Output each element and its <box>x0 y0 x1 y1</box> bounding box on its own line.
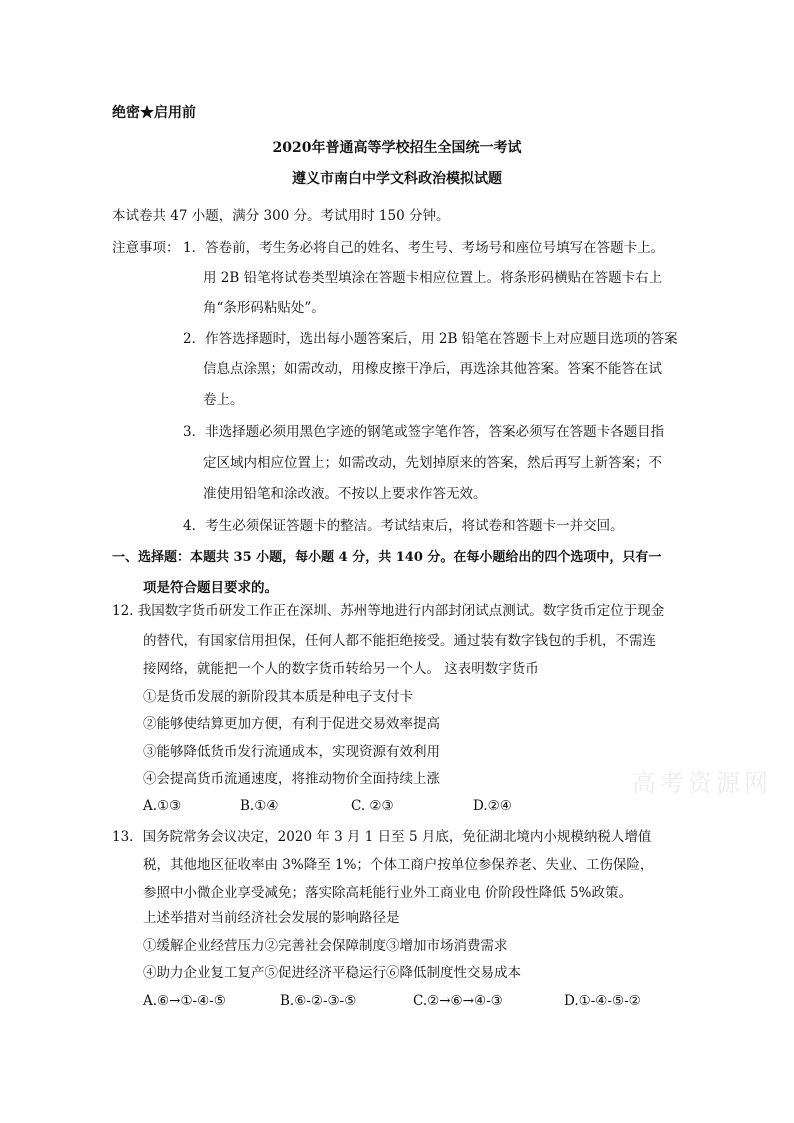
note-1-line-3: 角“条形码粘贴处”。 <box>203 300 325 316</box>
q12-stem-line-3: 接网络，就能把一个人的数字货币转给另一个人。 这表明数字货币 <box>143 661 539 677</box>
note-3-line-1: 3．非选择题必须用黑色字迹的钢笔或签字笔作答，答案必须写在答题卡各题目指 <box>183 424 665 440</box>
exam-intro: 本试卷共 47 小题，满分 300 分。考试用时 150 分钟。 <box>112 208 450 224</box>
page-subtitle: 遵义市南白中学文科政治模拟试题 <box>292 171 502 187</box>
notes-label: 注意事项： <box>112 240 180 256</box>
q13-item-2: ④助力企业复工复产⑤促进经济平稳运行⑥降低制度性交易成本 <box>143 965 521 981</box>
q13-option-d: D.①-④-⑤-② <box>564 993 641 1009</box>
q13-stem-line-2: 税，其他地区征收率由 3%降至 1%；个体工商户按单位参保养老、失业、工伤保险， <box>143 857 654 873</box>
q13-stem-line-4: 上述举措对当前经济社会发展的影响路径是 <box>143 910 400 926</box>
q12-item-3: ③能够降低货币发行流通成本，实现资源有效利用 <box>143 744 440 760</box>
q12-item-2: ②能够使结算更加方便，有利于促进交易效率提高 <box>143 716 440 732</box>
page-title: 2020年普通高等学校招生全国统一考试 <box>272 140 522 156</box>
q13-option-c: C.②→⑥→④-③ <box>413 993 503 1009</box>
q13-item-1: ①缓解企业经营压力②完善社会保障制度③增加市场消费需求 <box>143 938 508 954</box>
q12-item-1: ①是货币发展的新阶段其本质是种电子支付卡 <box>143 689 413 705</box>
section-1-line-2: 项是符合题目要求的。 <box>143 580 278 596</box>
q13-stem-line-3: 参照中小微企业享受减免；落实除高耗能行业外工商业电 价阶段性降低 5%政策。 <box>143 885 632 901</box>
note-2-line-2: 信息点涂黑；如需改动，用橡皮擦干净后，再选涂其他答案。答案不能答在试 <box>203 361 662 377</box>
note-1-line-2: 用 2B 铅笔将试卷类型填涂在答题卡相应位置上。将条形码横贴在答题卡右上 <box>203 270 663 286</box>
q12-option-a: A.①③ <box>143 798 182 814</box>
note-1-line-1: 1．答卷前，考生务必将自己的姓名、考生号、考场号和座位号填写在答题卡上。 <box>183 240 665 256</box>
q12-stem-line-1: 12. 我国数字货币研发工作正在深圳、苏州等地进行内部封闭试点测试。数字货币定位于现金 <box>112 603 665 619</box>
note-4-line-1: 4．考生必须保证答题卡的整洁。考试结束后，将试卷和答题卡一并交回。 <box>183 518 624 534</box>
q13-option-a: A.⑥→①-④-⑤ <box>143 993 226 1009</box>
note-2-line-1: 2．作答选择题时，选出每小题答案后，用 2B 铅笔在答题卡上对应题目选项的答案 <box>183 331 678 347</box>
section-1-line-1: 一、选择题：本题共 35 小题，每小题 4 分，共 140 分。在每小题给出的四个选项中，只有一 <box>112 550 662 565</box>
note-3-line-2: 定区域内相应位置上；如需改动，先划掉原来的答案，然后再写上新答案；不 <box>203 455 662 471</box>
q13-stem-line-1: 13．国务院常务会议决定，2020 年 3 月 1 日至 5 月底，免征湖北境内小规模纳税人增值 <box>112 829 652 845</box>
note-2-line-3: 卷上。 <box>203 392 244 408</box>
q12-option-d: D.②④ <box>473 798 512 814</box>
header-secret: 绝密★启用前 <box>112 105 196 121</box>
q12-option-c: C. ②③ <box>351 798 394 814</box>
q12-option-b: B.①④ <box>240 798 279 814</box>
note-3-line-3: 准使用铅笔和涂改液。不按以上要求作答无效。 <box>203 486 487 502</box>
q12-stem-line-2: 的替代，有国家信用担保，任何人都不能拒绝接受。通过装有数字钱包的手机，不需连 <box>143 633 656 649</box>
watermark: 高考资源网 <box>632 769 772 797</box>
q13-option-b: B.⑥-②-③-⑤ <box>280 993 357 1009</box>
q12-item-4: ④会提高货币流通速度，将推动物价全面持续上涨 <box>143 771 440 787</box>
